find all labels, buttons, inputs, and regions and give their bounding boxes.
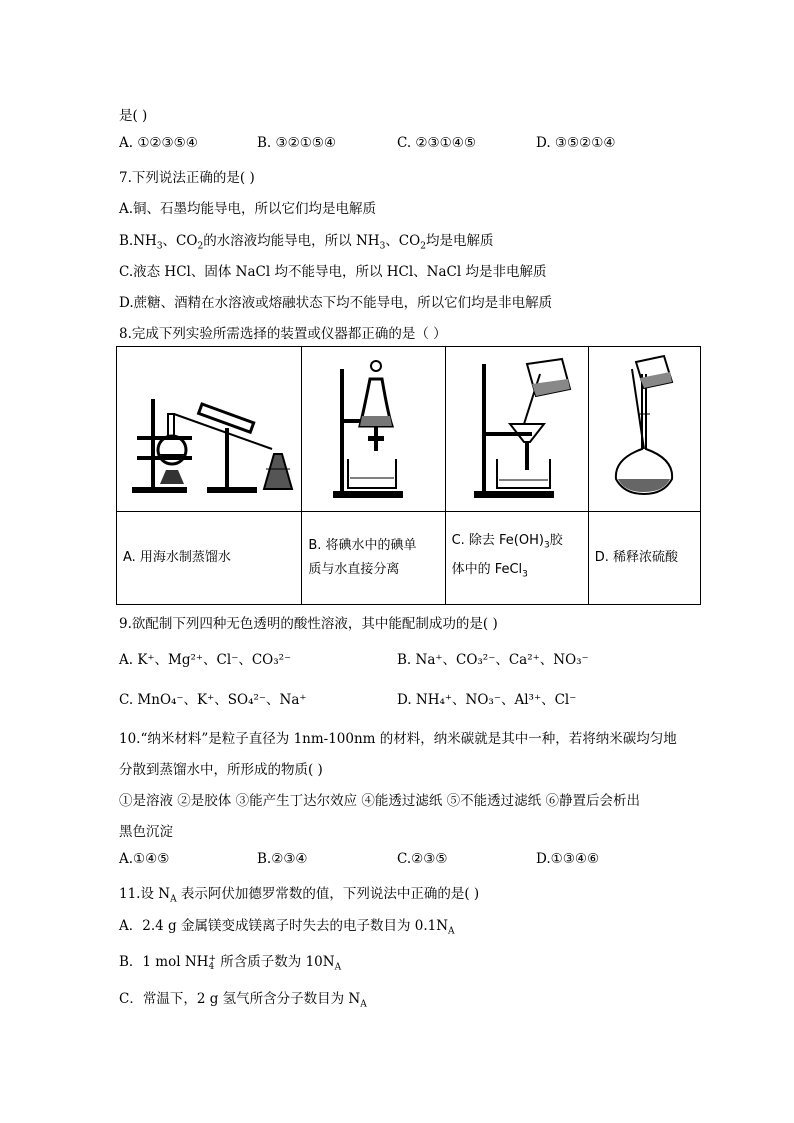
q11-option-b: B．1 mol NH + 4 所含质子数为 $10N_A$	[119, 953, 342, 973]
q11-option-c: C．常温下，2 g 氢气所含分子数目为 $N_A$	[119, 991, 367, 1010]
q10-items-line2: 黑色沉淀	[119, 824, 173, 840]
q9-option-b: B. Na⁺、CO₃²⁻、Ca²⁺、NO₃⁻	[397, 652, 589, 668]
q10-stem-line2: 分散到蒸馏水中，所形成的物质( )	[119, 762, 323, 778]
distillation-apparatus-image	[117, 347, 302, 512]
q10-stem-line1: 10.“纳米材料”是粒子直径为 1nm-100nm 的材料，纳米碳就是其中一种，若将纳米碳均匀地	[119, 731, 677, 747]
q9-stem: 9.欲配制下列四种无色透明的酸性溶液，其中能配制成功的是( )	[119, 616, 498, 632]
q10-option-d: D.①③④⑥	[536, 851, 600, 867]
q8-option-d: D. 稀释浓硫酸	[588, 512, 700, 605]
filtration-apparatus-image	[445, 347, 588, 512]
q8-option-c: C. 除去 $Fe(OH)_3$胶 体中的 FeCl$_3$	[445, 512, 588, 605]
q7-option-d: D.蔗糖、酒精在水溶液或熔融状态下均不能导电，所以它们均是非电解质	[119, 295, 553, 311]
q9-option-d: D. NH₄⁺、NO₃⁻、Al³⁺、Cl⁻	[397, 692, 577, 708]
q10-option-c: C.②③⑤	[397, 851, 448, 867]
q6-option-a: A. ①②③⑤④	[119, 135, 198, 151]
q10-items-line1: ①是溶液 ②是胶体 ③能产生丁达尔效应 ④能透过滤纸 ⑤不能透过滤纸 ⑥静置后会析出	[119, 793, 640, 809]
q11-option-a: A．2.4 g 金属镁变成镁离子时失去的电子数目为 $0.1N_A$	[119, 918, 455, 937]
q8-apparatus-table	[116, 346, 701, 605]
q7-option-b: $B.NH_3$、$CO_2$的水溶液均能导电，所以 $NH_3$、$CO_2$均是电解质	[119, 233, 494, 252]
q7-stem: 7.下列说法正确的是( )	[119, 170, 255, 186]
q8-option-a: A. 用海水制蒸馏水	[117, 512, 302, 605]
q8-stem: 8.完成下列实验所需选择的装置或仪器都正确的是（ ）	[119, 326, 447, 342]
q9-option-c: C. MnO₄⁻、K⁺、SO₄²⁻、Na⁺	[119, 692, 307, 708]
q8-option-b: B. 将碘水中的碘单 质与水直接分离	[302, 512, 445, 605]
q6-option-c: C. ②③①④⑤	[397, 135, 476, 151]
q11-stem: 11.设 $N_A$ 表示阿伏加德罗常数的值，下列说法中正确的是( )	[119, 886, 480, 905]
separatory-funnel-image	[302, 347, 445, 512]
volumetric-flask-image	[588, 347, 700, 512]
q6-option-b: B. ③②①⑤④	[257, 135, 337, 151]
q6-tail: 是( )	[119, 108, 148, 124]
q7-option-c: C.液态 HCl、固体 NaCl 均不能导电，所以 HCl、NaCl 均是非电解质	[119, 264, 547, 280]
q10-option-a: A.①④⑤	[119, 851, 170, 867]
q9-option-a: A. K⁺、Mg²⁺、Cl⁻、CO₃²⁻	[119, 652, 292, 668]
q7-option-a: A.铜、石墨均能导电，所以它们均是电解质	[119, 201, 377, 217]
q10-option-b: B.②③④	[257, 851, 308, 867]
q6-option-d: D. ③⑤②①④	[536, 135, 616, 151]
